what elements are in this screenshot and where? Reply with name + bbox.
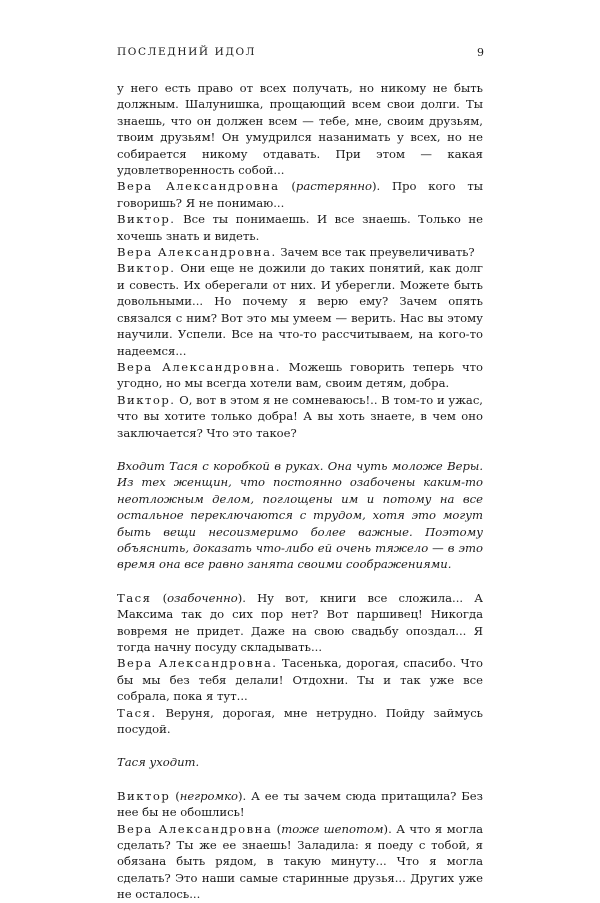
speaker-name: Вера Александровна xyxy=(117,821,273,836)
running-title: ПОСЛЕДНИЙ ИДОЛ xyxy=(117,46,257,58)
speech-text: Тасенька, дорогая, спасибо. Что бы мы без тебя делали! Отдохни. Ты и так уже все собрала, пока я тут... xyxy=(117,656,483,704)
speaker-name: Вера Александровна. xyxy=(117,656,278,671)
dialogue-line: Виктор (негромко). А ее ты зачем сюда притащила? Без нее бы не обошлись! xyxy=(117,788,483,820)
speech-text: Ну вот, книги все сложила... А Максима так до сих пор нет? Вот паршивец! Никогда вовремя не придет. Даже на свою свадьбу опоздал... Я тогда начну посуду складывать... xyxy=(117,590,483,654)
stage-direction: Тася уходит. xyxy=(117,755,200,770)
speaker-name: Вера Александровна xyxy=(117,179,280,194)
dialogue-line xyxy=(117,211,483,244)
dialogue-line: Вера Александровна (растерянно). Про кого ты говоришь? Я не понимаю... xyxy=(117,179,483,210)
dialogue-line xyxy=(117,655,483,704)
stage-remark: растерянно xyxy=(295,179,372,194)
speaker-name: Виктор. xyxy=(117,261,176,276)
speaker-name: Виктор. xyxy=(117,212,176,227)
speaker-name: Вера Александровна. xyxy=(117,359,281,374)
stage-remark: тоже шепотом xyxy=(281,821,384,836)
paragraph xyxy=(117,80,483,178)
dialogue-line: Вера Александровна (тоже шепотом). А что я могла сделать? Ты же ее знаешь! Заладила: я поеду с тобой, я обязана быть рядом, в такую минуту... Что я могла сделать? Это наши самые старинные друзья... Других уже не осталось... xyxy=(117,821,484,902)
speech-text: А что я могла сделать? Ты же ее знаешь! Заладила: я поеду с тобой, я обязана быть рядом, в такую минуту... Что я могла сделать? Это наши самые старинные друзья... Других уже не осталось... xyxy=(117,821,484,902)
speech-text: А ее ты зачем сюда притащила? Без нее бы не обошлись! xyxy=(117,788,483,820)
speaker-name: Вера Александровна. xyxy=(117,245,277,260)
speech-text: О, вот в этом я не сомневаюсь!.. В том-то и ужас, что вы хотите только добра! А вы хоть знаете, в чем оно заключается? Что это такое? xyxy=(117,392,483,440)
speech-text: Все ты понимаешь. И все знаешь. Только не хочешь знать и видеть. xyxy=(117,212,483,243)
speaker-name: Виктор xyxy=(117,788,171,803)
dialogue-line: Тася (озабоченно). Ну вот, книги все сложила... А Максима так до сих пор нет? Вот паршивец! Никогда вовремя не придет. Даже на свою свадьбу опоздал... Я тогда начну посуду складывать... xyxy=(117,590,483,654)
stage-direction: Входит Тася с коробкой в руках. Она чуть моложе Веры. Из тех женщин, что постоянно озабочены каким-то неотложным делом, поглощены им и потому на все остальное переключаются с трудом, хотя это могут быть вещи несоизмеримо более важные. Поэтому объяснить, доказать что-либо ей очень тяжело — в это время она все равно занята своими соображениями. xyxy=(117,458,483,572)
dialogue-line xyxy=(117,392,483,441)
speech-text: Можешь говорить теперь что угодно, но мы всегда хотели вам, своим детям, добра. xyxy=(117,359,483,391)
dialogue-line xyxy=(117,359,483,392)
page-body xyxy=(117,80,483,903)
dialogue-line xyxy=(117,244,483,260)
speech-text: Веруня, дорогая, мне нетрудно. Пойду займусь посудой. xyxy=(117,705,483,737)
speaker-name: Тася. xyxy=(117,705,157,720)
speech-text: Они еще не дожили до таких понятий, как долг и совесть. Их оберегали от них. И уберегли. Можете быть довольными... Но почему я верю ему? Зачем опять связался с ним? Вот это мы умеем — верить. Нас вы этому научили. Успели. Все на что-то рассчитываем, на кого-то надеемся... xyxy=(117,261,484,358)
page-number: 9 xyxy=(477,46,484,59)
speaker-name: Виктор. xyxy=(117,392,176,407)
dialogue-line xyxy=(117,260,483,358)
stage-remark: озабоченно xyxy=(167,590,238,605)
speech-text: Про кого ты говоришь? Я не понимаю... xyxy=(117,179,483,210)
paragraph-text: у него есть право от всех получать, но никому не быть должным. Шалунишка, прощающий всем свои долги. Ты знаешь, что он должен всем — тебе, мне, своим друзьям, твоим друзьям! Он умудрился назанимать у всех, но не собирается никому отдавать. При этом — какая удовлетворенность собой... xyxy=(117,81,483,178)
stage-remark: негромко xyxy=(179,788,239,803)
dialogue-line xyxy=(117,705,483,738)
speaker-name: Тася xyxy=(117,590,152,605)
page-header xyxy=(0,46,600,62)
speech-text: Зачем все так преувеличивать? xyxy=(280,245,475,260)
